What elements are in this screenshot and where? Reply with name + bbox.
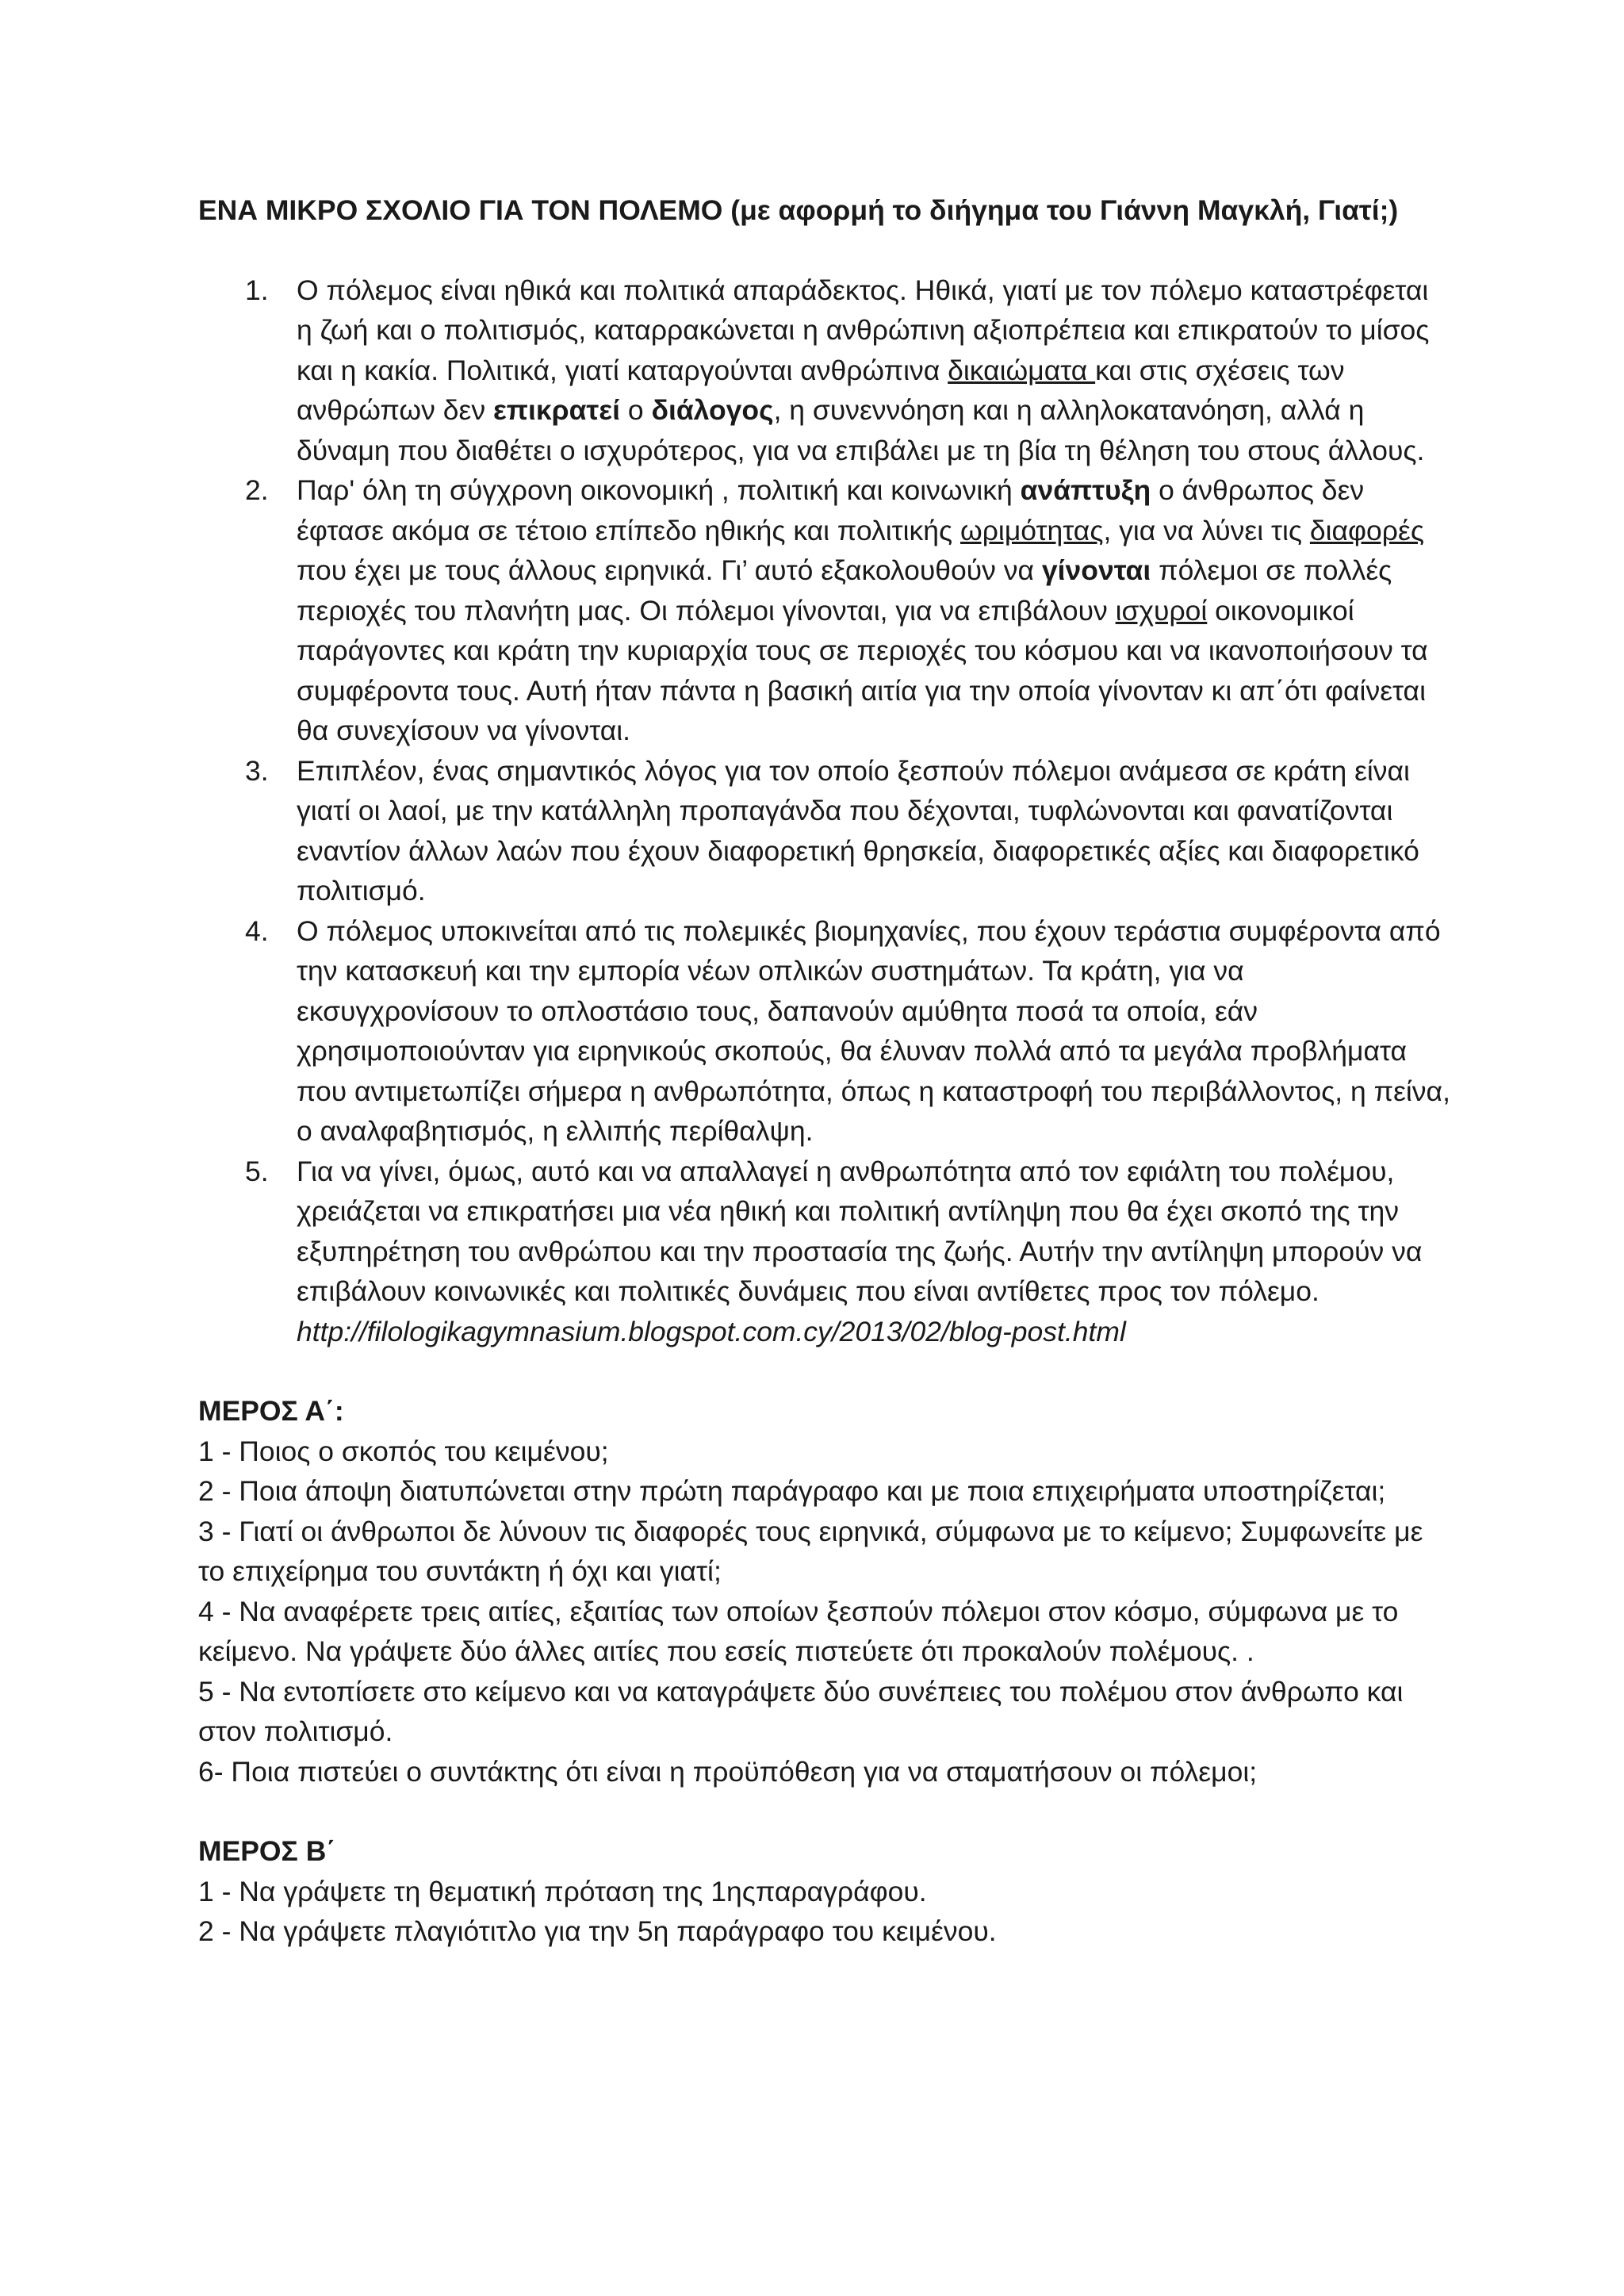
underlined-word: ισχυροί: [1115, 594, 1208, 627]
list-item: [198, 911, 1451, 1152]
question: 5 - Να εντοπίσετε στο κείμενο και να καταγράψετε δύο συνέπειες του πολέμου στον άνθρωπο και στον πολιτισμό.: [198, 1675, 1404, 1747]
item-text: Ο πόλεμος είναι ηθικά και πολιτικά απαράδεκτος. Ηθικά, γιατί με τον πόλεμο καταστρέφεται η ζωή και ο πολιτισμός, καταρρακώνεται η ανθρώπινη αξιοπρέπεια και επικρατούν το μίσος και η κακία. Πολιτικά, γιατί καταργούνται ανθρώπινα δικαιώματα και στις σχέσεις των ανθρώπων δεν επικρατεί ο διάλογος, η συνεννόηση και η αλληλοκατανόηση, αλλά η δύναμη που διαθέτει ο ισχυρότερος, για να επιβάλει με τη βία τη θέληση του στους άλλους.: [297, 274, 1430, 466]
underlined-word: διαφορές: [1309, 514, 1424, 546]
question: 4 - Να αναφέρετε τρεις αιτίες, εξαιτίας των οποίων ξεσπούν πόλεμοι στον κόσμο, σύμφωνα με το κείμενο. Να γράψετε δύο άλλες αιτίες που εσείς πιστεύετε ότι προκαλούν πολέμους. .: [198, 1595, 1399, 1667]
document-title: ΕΝΑ ΜΙΚΡΟ ΣΧΟΛΙΟ ΓΙΑ ΤΟΝ ΠΟΛΕΜΟ (με αφορμή το διήγημα του Γιάννη Μαγκλή, Γιατί;): [198, 194, 1399, 226]
source-url: http://filologikagymnasium.blogspot.com.cy/2013/02/blog-post.html: [297, 1315, 1126, 1347]
item-text: Για να γίνει, όμως, αυτό και να απαλλαγεί η ανθρωπότητα από τον εφιάλτη του πολέμου, χρειάζεται να επικρατήσει μια νέα ηθική και πολιτική αντίληψη που θα έχει σκοπό της την εξυπηρέτηση του ανθρώπου και την προστασία της ζωής. Αυτήν την αντίληψη μπορούν να επιβάλουν κοινωνικές και πολιτικές δυνάμεις που είναι αντίθετες προς τον πόλεμο.: [297, 1155, 1423, 1307]
question: 2 - Ποια άποψη διατυπώνεται στην πρώτη παράγραφο και με ποια επιχειρήματα υποστηρίζεται;: [198, 1475, 1386, 1507]
bold-word: επικρατεί: [492, 394, 620, 426]
item-number: 5.: [245, 1155, 269, 1187]
numbered-list: [198, 270, 1451, 1352]
question: 1 - Ποιος ο σκοπός του κειμένου;: [198, 1435, 609, 1467]
question: 1 - Να γράψετε τη θεματική πρόταση της 1ηςπαραγράφου.: [198, 1875, 927, 1907]
item-text: Ο πόλεμος υποκινείται από τις πολεμικές βιομηχανίες, που έχουν τεράστια συμφέροντα από την κατασκευή και την εμπορία νέων οπλικών συστημάτων. Τα κράτη, για να εκσυγχρονίσουν το οπλοστάσιο τους, δαπανούν αμύθητα ποσά τα οποία, εάν χρησιμοποιούνταν για ειρηνικούς σκοπούς, θα έλυναν πολλά από τα μεγάλα προβλήματα που αντιμετωπίζει σήμερα η ανθρωπότητα, όπως η καταστροφή του περιβάλλοντος, η πείνα, ο αναλφαβητισμός, η ελλιπής περίθαλψη.: [297, 914, 1450, 1147]
list-item: [198, 751, 1451, 911]
list-item: [198, 270, 1451, 471]
list-item: [198, 1152, 1451, 1352]
item-number: 2.: [245, 474, 269, 506]
part-a-heading: ΜΕΡΟΣ Α΄:: [198, 1395, 344, 1427]
item-number: 1.: [245, 274, 269, 306]
document-page: [198, 190, 1451, 1952]
question: 6- Ποια πιστεύει ο συντάκτης ότι είναι η προϋπόθεση για να σταματήσουν οι πόλεμοι;: [198, 1755, 1258, 1788]
part-b-heading: ΜΕΡΟΣ Β΄: [198, 1835, 336, 1867]
bold-word: διάλογος: [651, 394, 774, 426]
list-item: [198, 470, 1451, 751]
question: 2 - Να γράψετε πλαγιότιτλο για την 5η παράγραφο του κειμένου.: [198, 1915, 997, 1947]
underlined-word: δικαιώματα: [948, 354, 1096, 386]
bold-word: γίνονται: [1041, 554, 1151, 586]
item-number: 3.: [245, 754, 269, 787]
item-number: 4.: [245, 914, 269, 947]
underlined-word: ωριμότητας: [960, 514, 1104, 546]
bold-word: ανάπτυξη: [1020, 474, 1151, 506]
item-text: Παρ' όλη τη σύγχρονη οικονομική , πολιτική και κοινωνική ανάπτυξη ο άνθρωπος δεν έφτασε ακόμα σε τέτοιο επίπεδο ηθικής και πολιτικής ωριμότητας, για να λύνει τις διαφορές που έχει με τους άλλους ειρηνικά. Γι’ αυτό εξακολουθούν να γίνονται πόλεμοι σε πολλές περιοχές του πλανήτη μας. Οι πόλεμοι γίνονται, για να επιβάλουν ισχυροί οικονομικοί παράγοντες και κράτη την κυριαρχία τους σε περιοχές του κόσμου και να ικανοποιήσουν τα συμφέροντα τους. Αυτή ήταν πάντα η βασική αιτία για την οποία γίνονταν κι απ΄ότι φαίνεται θα συνεχίσουν να γίνονται.: [297, 474, 1428, 746]
question: 3 - Γιατί οι άνθρωποι δε λύνουν τις διαφορές τους ειρηνικά, σύμφωνα με το κείμενο; Συμφωνείτε με το επιχείρημα του συντάκτη ή όχι και γιατί;: [198, 1515, 1423, 1587]
item-text: Επιπλέον, ένας σημαντικός λόγος για τον οποίο ξεσπούν πόλεμοι ανάμεσα σε κράτη είναι γιατί οι λαοί, με την κατάλληλη προπαγάνδα που δέχονται, τυφλώνονται και φανατίζονται εναντίον άλλων λαών που έχουν διαφορετική θρησκεία, διαφορετικές αξίες και διαφορετικό πολιτισμό.: [297, 754, 1419, 907]
